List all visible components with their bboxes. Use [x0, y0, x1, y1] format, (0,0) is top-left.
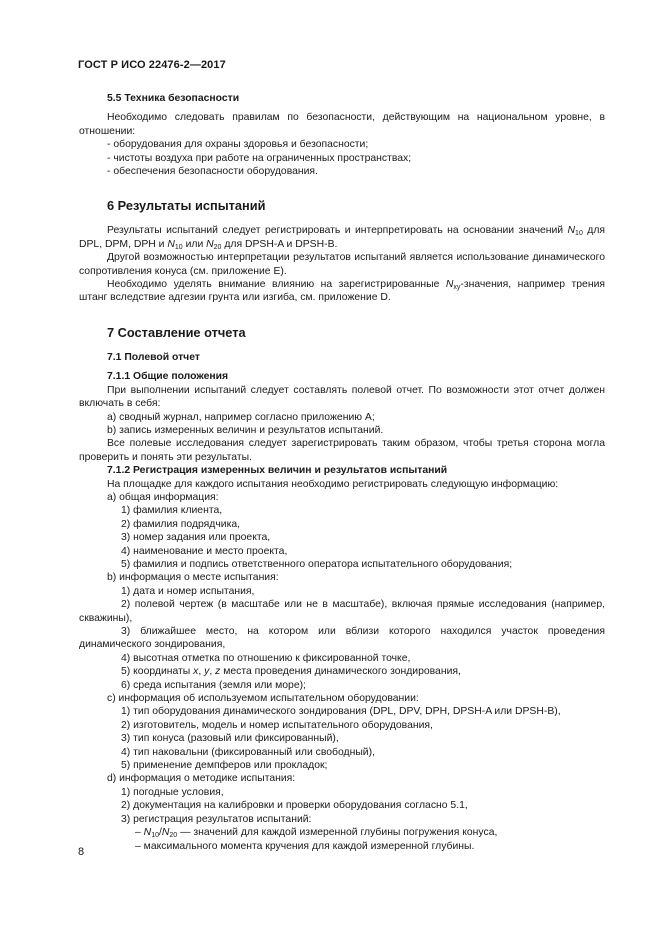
list-item: - обеспечения безопасности оборудования.	[79, 165, 605, 178]
list-item: - чистоты воздуха при работе на ограниченных пространствах;	[79, 152, 605, 165]
list-item: 2) фамилия подрядчика,	[121, 518, 241, 530]
section-5-5-heading: 5.5 Техника безопасности	[107, 93, 240, 104]
list-item: 6) среда испытания (земля или море);	[121, 679, 306, 691]
list-item: 3) тип конуса (разовый или фиксированный),	[121, 733, 339, 745]
page-number: 8	[78, 846, 85, 858]
list-item: 4) тип наковальни (фиксированный или свободный),	[121, 746, 375, 758]
list-item: 1) фамилия клиента,	[121, 505, 223, 517]
list-item: 3) номер задания или проекта,	[121, 532, 271, 544]
list-item-d: d) информация о методике испытания:	[107, 773, 296, 785]
section-5-5-intro: Необходимо следовать правилам по безопасности, действующим на национальном уровне, в отношении:	[79, 112, 605, 137]
list-item: 2) документация на калибровки и проверки оборудования согласно 5.1,	[121, 800, 468, 812]
section-7-1-heading: 7.1 Полевой отчет	[107, 351, 200, 363]
section-6-heading: 6 Результаты испытаний	[107, 198, 266, 214]
list-item: 4) высотная отметка по отношению к фиксированной точке,	[121, 652, 411, 664]
list-item: 3) регистрация результатов испытаний:	[121, 813, 312, 825]
section-7-1-1-heading: 7.1.1 Общие положения	[107, 371, 229, 383]
section-6-paragraph-3: Необходимо уделять внимание влиянию на зарегистрированные $N_{xy}$-значения, например трения штанг вследствие адгезии грунта или изгиба, см. приложение D.	[79, 279, 606, 304]
list-item: 5) фамилия и подпись ответственного оператора испытательного оборудования;	[121, 558, 513, 570]
list-item: 1) погодные условия,	[121, 786, 224, 798]
page-content	[79, 92, 605, 853]
list-item: – $N_{10}/N_{20}$ — значений для каждой измеренной глубины погружения конуса,	[79, 826, 605, 839]
section-7-1-2-heading: 7.1.2 Регистрация измеренных величин и результатов испытаний	[107, 465, 448, 477]
list-item: – максимального момента кручения для каждой измеренной глубины.	[79, 840, 605, 853]
section-7-1-1-paragraph-1: При выполнении испытаний следует составлять полевой отчет. По возможности этот отчет должен включать в себя:	[79, 384, 605, 410]
list-item: 2) полевой чертеж (в масштабе или не в масштабе), включая прямые исследования (например, скважины),	[79, 599, 605, 624]
section-7-1-1-paragraph-2: Все полевые исследования следует зарегистрировать таким образом, чтобы третья сторона могла проверить и понять эти результаты.	[79, 438, 605, 463]
section-6-paragraph-1: Результаты испытаний следует регистрировать и интерпретировать на основании значений $N_{10}$ для DPL, DPM, DPH и $N_{10}$ или $N_{20}$ для DPSH-A и DPSH-B.	[79, 225, 606, 251]
list-item: a) сводный журнал, например согласно приложению А;	[107, 411, 375, 423]
list-item: 3) ближайшее место, на котором или вблизи которого находился участок проведения динамического зондирования,	[79, 626, 605, 651]
list-item: 2) изготовитель, модель и номер испытательного оборудования,	[121, 719, 433, 731]
list-item-c: c) информация об используемом испытательном оборудовании:	[107, 693, 419, 705]
section-6-paragraph-2: Другой возможностью интерпретации результатов испытаний является использование динамического сопротивления конуса (см. приложение Е).	[79, 252, 605, 277]
list-item: 4) наименование и место проекта,	[121, 545, 288, 557]
list-item-a: a) общая информация:	[107, 491, 219, 503]
list-item: - оборудования для охраны здоровья и безопасности;	[79, 138, 605, 151]
list-item-b: b) информация о месте испытания:	[107, 572, 279, 584]
list-item: 1) тип оборудования динамического зондирования (DPL, DPV, DPH, DPSH-A или DPSH-B),	[121, 706, 561, 718]
document-header: ГОСТ Р ИСО 22476-2—2017	[78, 59, 226, 71]
section-7-1-2-intro: На площадке для каждого испытания необходимо регистрировать следующую информацию:	[107, 478, 559, 490]
list-item: 1) дата и номер испытания,	[121, 585, 255, 597]
list-item: 5) применение демпферов или прокладок;	[121, 760, 328, 772]
list-item: 5) координаты x, y, z места проведения динамического зондирования,	[121, 666, 461, 678]
list-item: b) запись измеренных величин и результатов испытаний.	[107, 424, 384, 436]
section-7-heading: 7 Составление отчета	[107, 324, 246, 340]
